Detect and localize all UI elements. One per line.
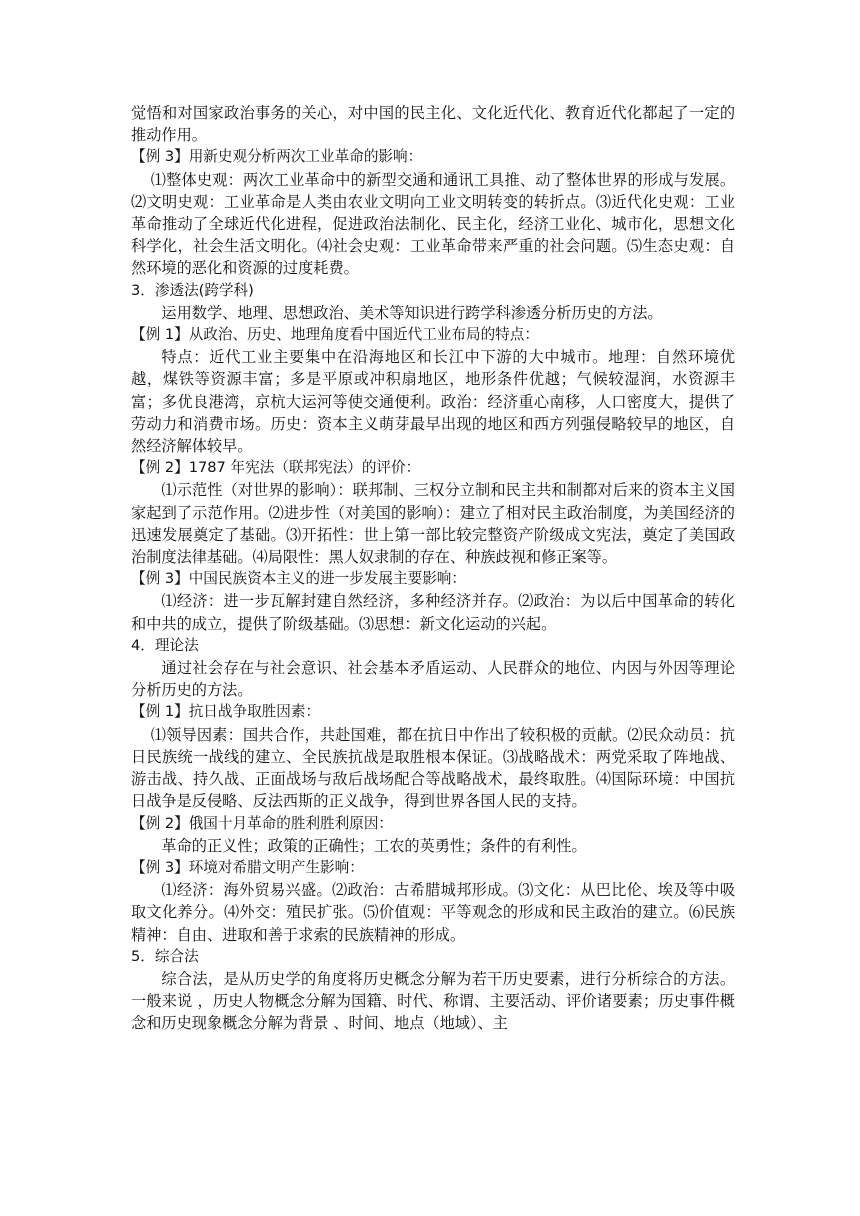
example-heading: 【例 3】中国民族资本主义的进一步发展主要影响： — [131, 570, 466, 588]
example-heading: 【例 1】从政治、历史、地理角度看中国近代工业布局的特点： — [131, 326, 539, 344]
body-paragraph: 综合法，是从历史学的角度将历史概念分解为若干历史要素，进行分析综合的方法。一般来说 ，历史人物概念分解为国籍、时代、称谓、主要活动、评价诸要素；历史事件概念和历史现象概念分解为背景 、时间、地点（地域）、主 — [131, 969, 735, 1033]
document-page — [131, 102, 735, 1035]
example-heading: 【例 2】1787 年宪法（联邦宪法）的评价： — [131, 459, 421, 477]
example-heading: 【例 1】抗日战争取胜因素： — [131, 703, 321, 721]
example-heading: 【例 3】用新史观分析两次工业革命的影响： — [131, 148, 423, 166]
body-paragraph: 特点：近代工业主要集中在沿海地区和长江中下游的大中城市。地理：自然环境优越，煤铁等资源丰富；多是平原或冲积扇地区，地形条件优越；气候较湿润，水资源丰富；多优良港湾，京杭大运河等使交通便利。政治：经济重心南移，人口密度大，提供了劳动力和消费市场。历史：资本主义萌芽最早出现的地区和西方列强侵略较早的地区，自然经济解体较早。 — [131, 348, 735, 456]
body-paragraph: ⑴示范性（对世界的影响）：联邦制、三权分立制和民主共和制都对后来的资本主义国家起到了示范作用。⑵进步性（对美国的影响）：建立了相对民主政治制度，为美国经济的迅速发展奠定了基础。⑶开拓性：世上第一部比较完整资产阶级成文宪法，奠定了美国政治制度法律基础。⑷局限性：黑人奴隶制的存在、种族歧视和修正案等。 — [131, 481, 735, 567]
example-heading: 【例 2】俄国十月革命的胜利胜利原因： — [131, 814, 394, 832]
body-paragraph: ⑴领导因素：国共合作，共赴国难，都在抗日中作出了较积极的贡献。⑵民众动员：抗日民族统一战线的建立、全民族抗战是取胜根本保证。⑶战略战术：两党采取了阵地战、游击战、持久战、正面战场与敌后战场配合等战略战术，最终取胜。⑷国际环境：中国抗日战争是反侵略、反法西斯的正义战争，得到世界各国人民的支持。 — [131, 725, 735, 811]
body-paragraph: ⑴经济：海外贸易兴盛。⑵政治：古希腊城邦形成。⑶文化：从巴比伦、埃及等中吸取文化养分。⑷外交：殖民扩张。⑸价值观：平等观念的形成和民主政治的建立。⑹民族精神：自由、进取和善于求索的民族精神的形成。 — [131, 881, 735, 944]
body-paragraph: 运用数学、地理、思想政治、美术等知识进行跨学科渗透分析历史的方法。 — [161, 303, 663, 322]
section-heading: 3．渗透法(跨学科) — [131, 281, 254, 299]
body-paragraph: 通过社会存在与社会意识、社会基本矛盾运动、人民群众的地位、内因与外因等理论分析历史的方法。 — [131, 659, 735, 700]
section-heading: 5．综合法 — [131, 947, 199, 965]
body-paragraph: ⑴整体史观：两次工业革命中的新型交通和通讯工具推、动了整体世界的形成与发展。⑵文明史观：工业革命是人类由农业文明向工业文明转变的转折点。⑶近代化史观：工业革命推动了全球近代化进程，促进政治法制化、民主化，经济工业化、城市化，思想文化科学化，社会生活文明化。⑷社会史观：工业革命带来严重的社会问题。⑸生态史观：自然环境的恶化和资源的过度耗费。 — [131, 170, 735, 278]
body-paragraph: ⑴经济：进一步瓦解封建自然经济，多种经济并存。⑵政治：为以后中国革命的转化和中共的成立，提供了阶级基础。⑶思想：新文化运动的兴起。 — [131, 592, 735, 633]
body-paragraph: 革命的正义性；政策的正确性；工农的英勇性；条件的有利性。 — [161, 836, 587, 855]
body-paragraph: 觉悟和对国家政治事务的关心，对中国的民主化、文化近代化、教育近代化都起了一定的推动作用。 — [131, 104, 735, 145]
section-heading: 4．理论法 — [131, 636, 199, 654]
example-heading: 【例 3】环境对希腊文明产生影响： — [131, 858, 364, 876]
